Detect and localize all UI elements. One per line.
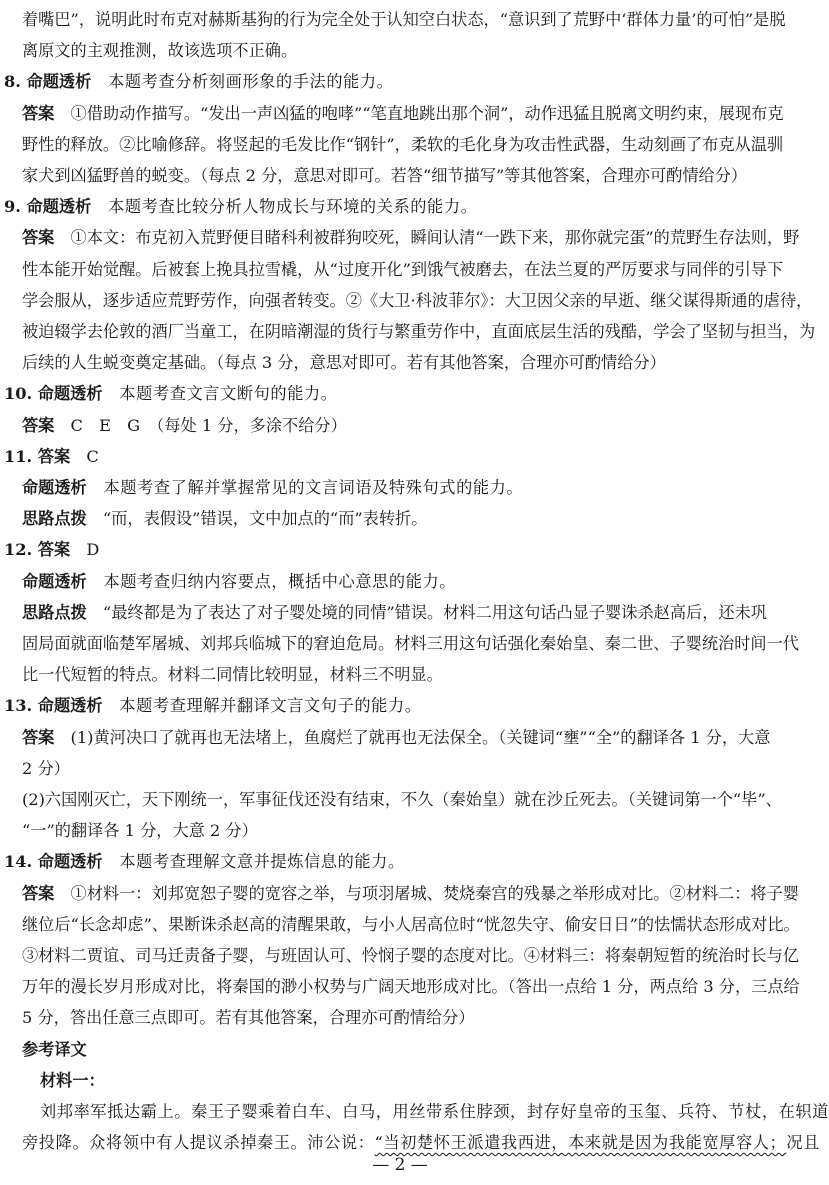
- section-label: 思路点拨: [22, 602, 87, 622]
- text-line: [22, 130, 783, 160]
- text-span: C: [70, 446, 99, 466]
- text-span: ③材料二贾谊、司马迁责备子婴，与班固认可、怜悯子婴的态度对比。④材料三：将秦朝短暂的统治时长与亿: [22, 946, 799, 965]
- text-line: [22, 816, 258, 846]
- text-line: [22, 972, 800, 1002]
- text-span: 本题考查理解并翻译文言文句子的能力。: [102, 696, 422, 716]
- text-span: 继位后“长念却虑”、果断诛杀赵高的清醒果敢，与小人居高位时“恍忽失守、偷安日日”的怯懦状态形成对比。: [22, 914, 800, 934]
- section-label: 答案: [22, 415, 55, 435]
- text-line: [40, 1097, 829, 1127]
- text-line: [4, 67, 393, 97]
- text-span: 家犬到凶猛野兽的蜕变。（每点 2 分，意思对即可。若答“细节描写”等其他答案，合理亦可酌情给分）: [22, 166, 748, 185]
- section-label: 思路点拨: [22, 509, 87, 529]
- text-span: 况且: [786, 1133, 820, 1153]
- text-span: 本题考查归纳内容要点，概括中心意思的能力。: [86, 571, 457, 591]
- text-line: [4, 847, 405, 877]
- text-span: “一”的翻译各 1 分，大意 2 分）: [22, 821, 258, 841]
- text-line: [22, 348, 666, 378]
- text-span: 万年的漫长岁月形成对比，将秦国的渺小权势与广阔天地形成对比。（答出一点给 1 分，两点给 3 分，三点给: [22, 977, 800, 997]
- section-label: 答案: [22, 883, 55, 903]
- section-label: 命题透析: [22, 571, 87, 591]
- text-span: 5 分，答出任意三点即可。若有其他答案，合理亦可酌情给分）: [22, 1008, 475, 1028]
- text-line: [22, 879, 799, 909]
- text-span: 旁投降。众将领中有人提议杀掉秦王。沛公说：: [22, 1133, 375, 1153]
- text-line: [22, 411, 347, 441]
- text-span: (1)黄河决口了就再也无法堵上，鱼腐烂了就再也无法保全。（关键词“壅”“全”的翻译各 1 分，大意: [54, 727, 771, 747]
- text-line: [4, 379, 338, 409]
- text-line: [22, 255, 783, 285]
- text-line: [22, 223, 799, 253]
- section-label: 答案: [22, 727, 55, 747]
- text-span: 本题考查理解文意并提炼信息的能力。: [102, 852, 405, 872]
- text-span: 着嘴巴”，说明此时布克对赫斯基狗的行为完全处于认知空白状态，“意识到了荒野中‘群体力量’的可怕”是脱: [22, 10, 786, 29]
- text-line: [22, 723, 770, 753]
- section-label: 12. 答案: [4, 540, 71, 560]
- text-line: [22, 36, 297, 66]
- text-span: 2 分）: [22, 758, 70, 778]
- page-number: — 2 —: [372, 1155, 428, 1175]
- text-line: [22, 785, 782, 815]
- text-line: [22, 473, 523, 503]
- text-line: [22, 598, 767, 628]
- text-span: 性本能开始觉醒。后被套上挽具拉雪橇，从“过度开化”到饿气被磨去，在法兰夏的严厉要求与同伴的引导下: [22, 259, 784, 279]
- section-label: 参考译文: [22, 1039, 87, 1059]
- text-span: “最终都是为了表达了对子婴处境的同情”错误。材料二用这句话凸显子婴诛杀赵高后，还未巩: [86, 602, 767, 622]
- section-label: 13. 命题透析: [4, 696, 103, 716]
- text-span: 被迫辍学去伦敦的酒厂当童工，在阴暗潮湿的货行与繁重劳作中，直面底层生活的残酷，学会了坚韧与担当，为: [22, 322, 816, 341]
- text-line: [22, 754, 70, 784]
- text-span: “当初楚怀王派遣我西进，本来就是因为我能宽厚容人；: [374, 1133, 787, 1153]
- section-label: 答案: [22, 103, 55, 123]
- text-span: D: [70, 540, 100, 560]
- section-label: 8. 命题透析: [4, 72, 92, 92]
- section-label: 9. 命题透析: [4, 197, 92, 217]
- section-label: 14. 命题透析: [4, 852, 103, 872]
- text-line: [22, 504, 427, 534]
- text-line: [22, 567, 456, 597]
- text-span: 本题考查文言文断句的能力。: [102, 384, 338, 404]
- text-span: 比一代短暂的特点。材料二同情比较明显，材料三不明显。: [22, 665, 443, 685]
- text-line: [40, 1066, 105, 1096]
- text-span: 刘邦率军抵达霸上。秦王子婴乘着白车、白马，用丝带系住脖颈，封存好皇帝的玉玺、兵符、节杖，在轵道: [40, 1102, 829, 1121]
- text-line: [4, 442, 99, 472]
- text-span: C E G （每处 1 分，多涂不给分）: [54, 415, 347, 435]
- text-span: 本题考查比较分析人物成长与环境的关系的能力。: [91, 197, 478, 217]
- text-span: ①材料一：刘邦宽恕子婴的宽容之举，与项羽屠城、焚烧秦宫的残暴之举形成对比。②材料二：将子婴: [54, 883, 799, 903]
- section-label: 11. 答案: [4, 446, 71, 466]
- text-span: 学会服从，逐步适应荒野劳作，向强者转变。②《大卫·科波菲尔》：大卫因父亲的早逝、继父谋得斯通的虐待，: [22, 290, 813, 310]
- text-line: [4, 535, 99, 565]
- text-line: [22, 317, 815, 347]
- text-line: [22, 5, 786, 35]
- text-span: 固局面就面临楚军屠城、刘邦兵临城下的窘迫危局。材料三用这句话强化秦始皇、秦二世、子婴统治时间一代: [22, 634, 799, 653]
- text-span: 后续的人生蜕变奠定基础。（每点 3 分，意思对即可。若有其他答案，合理亦可酌情给分）: [22, 353, 666, 373]
- text-span: (2)六国刚灭亡，天下刚统一，军事征伐还没有结束，不久（秦始皇）就在沙丘死去。（关键词第一个“毕”、: [22, 790, 782, 809]
- text-line: [22, 910, 800, 940]
- text-line: [22, 941, 799, 971]
- text-span: 离原文的主观推测，故该选项不正确。: [22, 41, 298, 61]
- text-line: [22, 660, 443, 690]
- section-label: 答案: [22, 228, 55, 248]
- section-label: 材料一：: [40, 1070, 105, 1090]
- text-span: ①本文：布克初入荒野便目睹科利被群狗咬死，瞬间认清“一跌下来，那你就完蛋”的荒野生存法则，野: [54, 228, 800, 248]
- text-line: [4, 192, 477, 222]
- text-line: [22, 1035, 87, 1065]
- text-span: “而，表假设”错误，文中加点的“而”表转折。: [86, 509, 428, 529]
- text-line: [22, 161, 747, 191]
- text-line: [22, 1003, 475, 1033]
- text-span: ①借助动作描写。“发出一声凶猛的咆哮”“笔直地跳出那个洞”，动作迅猛且脱离文明约束，展现布克: [54, 103, 784, 123]
- text-span: 本题考查分析刻画形象的手法的能力。: [91, 72, 394, 92]
- text-line: [22, 286, 812, 316]
- text-line: [4, 691, 422, 721]
- text-line: [22, 629, 799, 659]
- text-line: [22, 99, 784, 129]
- section-label: 命题透析: [22, 478, 87, 497]
- text-span: 本题考查了解并掌握常见的文言词语及特殊句式的能力。: [86, 478, 524, 497]
- section-label: 10. 命题透析: [4, 384, 103, 404]
- text-span: 野性的释放。②比喻修辞。将竖起的毛发比作“钢针”，柔软的毛化身为攻击性武器，生动刻画了布克从温驯: [22, 134, 784, 154]
